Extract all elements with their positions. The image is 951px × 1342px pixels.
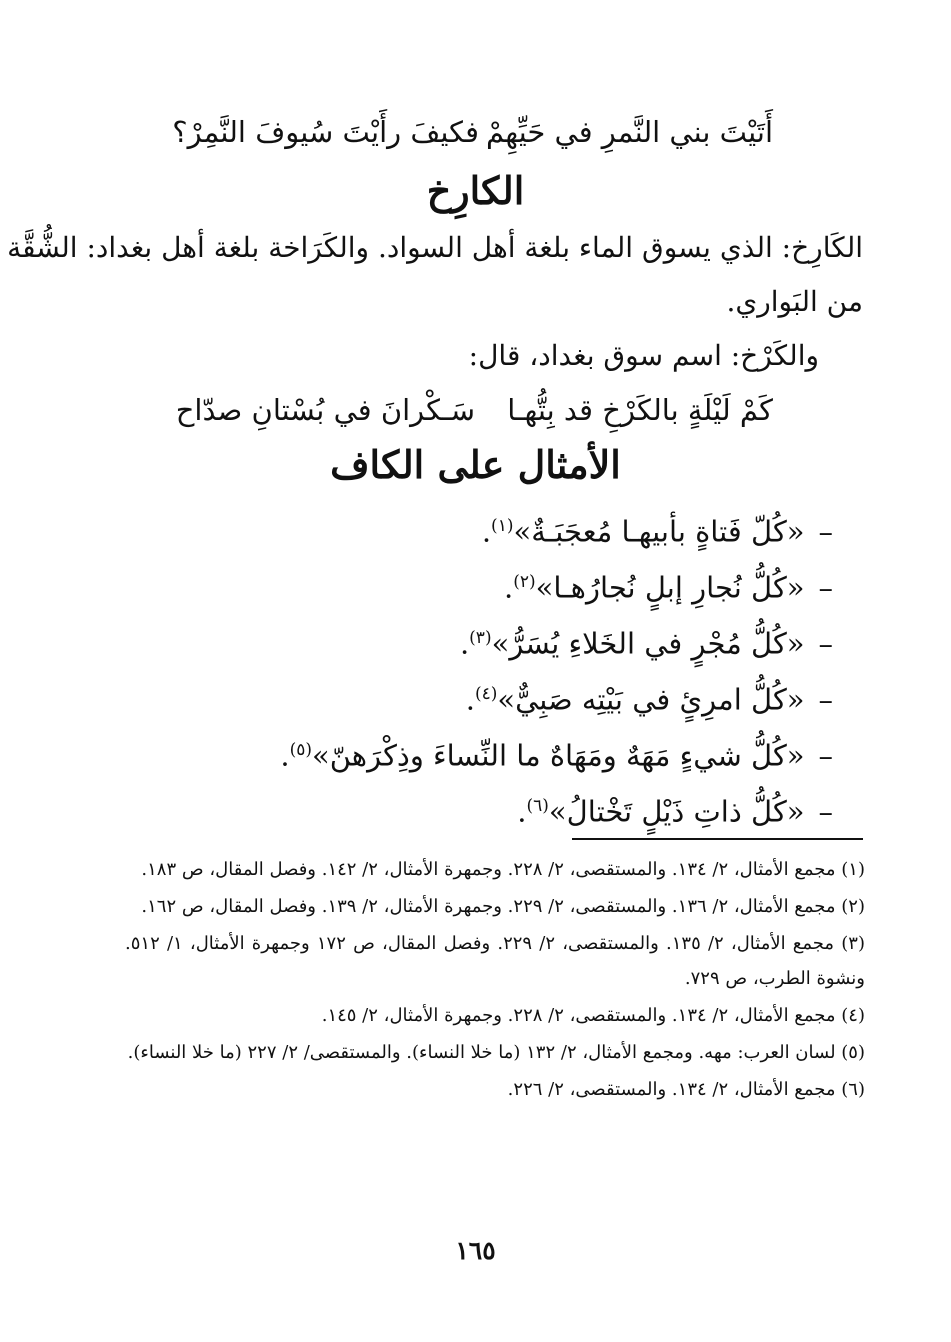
definition-line-2: من البَواري. xyxy=(726,285,863,318)
verse-top xyxy=(0,112,951,156)
proverb-text: «كُلُّ امرِئٍ في بَيْتِه صَبِيٌّ» xyxy=(497,682,805,717)
proverb-dash: – xyxy=(818,570,833,605)
footnote-marker: (٣) xyxy=(469,628,492,648)
proverb-dash: – xyxy=(818,514,833,549)
proverbs-heading: الأمثال على الكاف xyxy=(330,442,621,487)
verse-top-second-hemistich: فكيفَ رأَيْتَ سُيوفَ النَّمِرْ؟ xyxy=(172,115,479,149)
footnote-marker: (٥) xyxy=(289,740,312,760)
proverb-item xyxy=(73,498,833,554)
proverb-end: . xyxy=(481,514,492,549)
page-number: ١٦٥ xyxy=(455,1236,496,1265)
footnote: (٦) مجمع الأمثال، ٢/ ١٣٤. والمستقصى، ٢/ ٢٢٦. xyxy=(507,1079,865,1100)
footnote: (٣) مجمع الأمثال، ٢/ ١٣٥. والمستقصى، ٢/ ٢٢٩. وفصل المقال، ص ١٧٢ وجمهرة الأمثال، ١/ ٥١٢. ونشوة الطرب، ص ٧٢٩. xyxy=(125,933,865,989)
proverb-item xyxy=(73,610,833,666)
footnote-marker: (٢) xyxy=(513,572,536,592)
footnote: (٤) مجمع الأمثال، ٢/ ١٣٤. والمستقصى، ٢/ ٢٢٨. وجمهرة الأمثال، ٢/ ١٤٥. xyxy=(321,1005,865,1026)
proverb-item xyxy=(73,666,833,722)
footnote: (٢) مجمع الأمثال، ٢/ ١٣٦. والمستقصى، ٢/ ٢٢٩. وجمهرة الأمثال، ٢/ ١٣٩. وفصل المقال، ص ١٦٢. xyxy=(141,896,865,917)
proverb-dash: – xyxy=(818,738,833,773)
proverb-dash: – xyxy=(818,626,833,661)
footnote: (٥) لسان العرب: مهه. ومجمع الأمثال، ٢/ ١٣٢ (ما خلا النساء). والمستقصى/ ٢/ ٢٢٧ (ما خلا النساء). xyxy=(127,1042,865,1063)
proverb-end: . xyxy=(517,794,527,829)
footnote: (١) مجمع الأمثال، ٢/ ١٣٤. والمستقصى، ٢/ ٢٢٨. وجمهرة الأمثال، ٢/ ١٤٢. وفصل المقال، ص ١٨٣. xyxy=(141,859,865,880)
proverb-end: . xyxy=(280,738,290,773)
verse-karkh-second-hemistich: سَـكْرانَ في بُسْتانِ صدّاح xyxy=(175,393,475,427)
proverb-dash: – xyxy=(818,794,833,829)
proverb-text: «كُلُّ مُجْرٍ في الخَلاءِ يُسَرُّ» xyxy=(491,626,805,661)
proverb-end: . xyxy=(465,682,475,717)
proverb-dash: – xyxy=(818,682,833,717)
definition-line-1: الكَارِخ: الذي يسوق الماء بلغة أهل السواد. والكَرَاخة بلغة أهل بغداد: الشُّقَّة xyxy=(7,231,863,264)
verse-karkh-first-hemistich: كَمْ لَيْلَةٍ بالكَرْخِ قد بِتُّهـا xyxy=(507,393,773,427)
footnote-marker: (١) xyxy=(491,516,514,536)
proverb-item xyxy=(73,554,833,610)
proverb-end: . xyxy=(459,626,470,661)
footnote-separator xyxy=(572,838,863,840)
proverb-item xyxy=(73,722,833,778)
proverb-text: «كُلّ فَتاةٍ بأبيهـا مُعجَبَـةٌ» xyxy=(513,514,805,549)
verse-karkh xyxy=(0,390,951,434)
footnote-marker: (٦) xyxy=(526,796,549,816)
proverb-end: . xyxy=(503,570,514,605)
verse-top-first-hemistich: أَتَيْتَ بني النَّمرِ في حَيِّهِمْ xyxy=(485,115,773,149)
proverbs-list xyxy=(73,498,833,834)
definition-line-3: والكَرْخ: اسم سوق بغداد، قال: xyxy=(468,339,819,372)
proverb-text: «كُلُّ نُجارِ إبلٍ نُجارُهـا» xyxy=(535,570,805,605)
section-heading: الكارِخ xyxy=(426,168,525,213)
footnote-marker: (٤) xyxy=(474,684,498,704)
footnotes xyxy=(125,852,865,1109)
proverb-item xyxy=(73,778,833,834)
proverb-text: «كُلُّ ذاتِ ذَيْلٍ تَخْتالُ» xyxy=(548,794,805,829)
proverb-text: «كُلُّ شيءٍ مَهَهٌ ومَهَاهٌ ما النِّساءَ وذِكْرَهنّ» xyxy=(311,738,805,773)
